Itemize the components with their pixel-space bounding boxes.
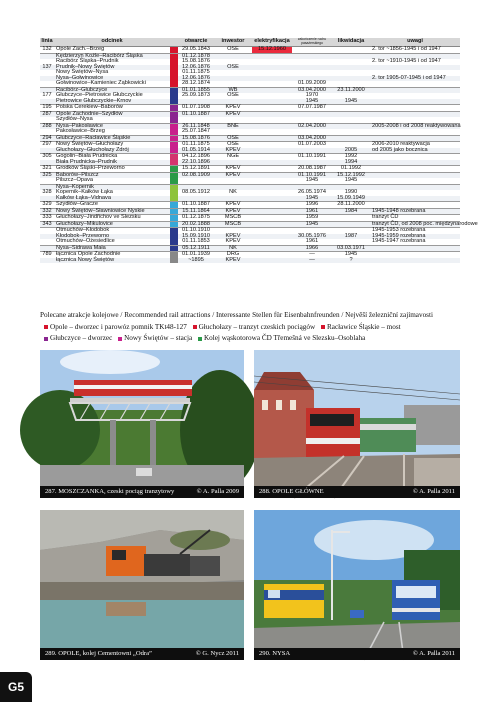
cell-zakonczenie: 26.05.1974 bbox=[298, 189, 326, 195]
cell-likwidacja: 15.12.1992 bbox=[332, 172, 370, 178]
cell-otwarcie: 01.01.1939 bbox=[178, 252, 214, 258]
cell-otwarcie: 01.07.1908 bbox=[178, 105, 214, 112]
cell-likwidacja: 01.1992 bbox=[332, 166, 370, 173]
cell-inwestor: KPEV bbox=[214, 111, 252, 117]
cell-zakonczenie: 02.04.2000 bbox=[292, 123, 332, 129]
cell-otwarcie: 05.12.1911 bbox=[178, 245, 214, 252]
cell-uwagi: 1945-1959 rozebrana bbox=[370, 234, 460, 240]
photo-opole-glowne-caption bbox=[254, 486, 460, 498]
cell-likwidacja: 23.11.2000 bbox=[332, 87, 370, 93]
photo-moszczanka bbox=[40, 350, 244, 498]
cell-zakonczenie: 1959 bbox=[292, 215, 332, 222]
cell-uwagi: 2006-2010 reaktywacja bbox=[370, 142, 460, 148]
header-elektryfikacja: elektryfikacja bbox=[252, 38, 292, 47]
cell-inwestor: KPEV bbox=[214, 234, 252, 240]
legend-dot-icon bbox=[193, 325, 197, 329]
cell-odcinek: Głuchołazy–Jindřichov ve Slezsku bbox=[54, 215, 170, 222]
cell-odcinek: Gołwinowice–Kamieniec Ząbkowicki bbox=[56, 80, 146, 86]
cell-inwestor: WB bbox=[214, 87, 252, 93]
cell-nr: 132 bbox=[40, 47, 54, 54]
cell-likwidacja: 15.09.1949 bbox=[332, 196, 370, 202]
legend-item bbox=[40, 323, 187, 331]
legend-label: Głuchołazy – tranzyt czeskich pociągów bbox=[198, 322, 316, 331]
cell-nr: 297 bbox=[40, 142, 54, 148]
cell-zakonczenie: 01.10.1991 bbox=[292, 172, 332, 178]
cell-otwarcie: 01.10.1887 bbox=[178, 111, 214, 117]
cell-odcinek: Szydłów–Nysa bbox=[56, 116, 93, 122]
cell-likwidacja: 1987 bbox=[332, 234, 370, 240]
cell-uwagi: od 2005 jako bocznica bbox=[370, 148, 460, 154]
attractions-title: Polecane atrakcje kolejowe / Recommended rail attractions / Interessante Stellen für Eisenbahnfreunden / Nejvěší železniční zajímavosti bbox=[40, 311, 433, 319]
cell-inwestor: KPEV bbox=[214, 148, 252, 154]
header-zakonczenie: zakończenie ruchu pasażerskiego bbox=[292, 38, 332, 47]
cell-odcinek: Szydłów–Gracze bbox=[54, 202, 170, 209]
legend-item bbox=[189, 323, 316, 331]
cell-otwarcie: 26.11.1848 bbox=[178, 123, 214, 129]
cell-zakonczenie: 1945 bbox=[292, 99, 332, 105]
cell-odcinek: Nowy Świętów–Nysa bbox=[56, 69, 109, 75]
cell-nr: 343 bbox=[40, 221, 54, 228]
cell-likwidacja: 1945 bbox=[332, 99, 370, 105]
cell-odcinek: Grodków Śląski–Przeworno bbox=[54, 166, 170, 173]
cell-odcinek: Głubczyce–Pietrowice Głubczyckie bbox=[56, 92, 143, 98]
cell-odcinek: Głubczyce–Racławice Śląskie bbox=[54, 135, 170, 142]
photo-opole-glowne bbox=[254, 350, 460, 498]
cell-nr: 177 bbox=[42, 92, 52, 98]
cell-otwarcie: 15.12.1891 bbox=[178, 166, 214, 173]
cell-likwidacja: 1992 bbox=[332, 154, 370, 160]
photo-cementownia-odra-label: 289. OPOLE, kolej Cementowni „Odra” bbox=[45, 650, 152, 657]
cell-inwestor: KPEV bbox=[214, 258, 252, 264]
cell-odcinek: Polska Cerekiew–Baborów bbox=[54, 105, 170, 112]
cell-odcinek: Kędzierzyn Koźle–Racibórz Śląska bbox=[54, 53, 170, 59]
cell-zakonczenie: — bbox=[292, 258, 332, 264]
cell-nr: 195 bbox=[40, 105, 54, 112]
cell-otwarcie: 15.08.1876 bbox=[182, 58, 210, 64]
cell-zakonczenie: 1945 bbox=[292, 221, 332, 228]
cell-inwestor: KPEV bbox=[214, 105, 252, 112]
cell-odcinek: łącznica Nowy Świętów bbox=[54, 258, 170, 264]
legend-label: Kolej wąskotorowa ČD Třemešná ve Slezsku–Osoblaha bbox=[203, 334, 366, 343]
cell-zakonczenie: 01.09.2009 bbox=[298, 80, 326, 86]
cell-uwagi: 1945-1948 rozebrana bbox=[370, 208, 460, 215]
cell-zakonczenie: — bbox=[292, 252, 332, 258]
cell-otwarcie: 04.12.1896 bbox=[178, 154, 214, 160]
cell-otwarcie: 15.08.1876 bbox=[178, 135, 214, 142]
cell-likwidacja: 1984 bbox=[332, 208, 370, 215]
cell-nr: 321 bbox=[40, 166, 54, 173]
cell-otwarcie: 25.07.1847 bbox=[182, 128, 210, 134]
photo-opole-glowne-credit: © A. Palla 2011 bbox=[412, 488, 455, 495]
cell-uwagi: 2005-2008 i od 2008 reaktywowana bbox=[372, 122, 461, 129]
header-otwarcie: otwarcie bbox=[178, 38, 214, 47]
cell-likwidacja: 28.11.2000 bbox=[332, 202, 370, 209]
cell-inwestor: OSE bbox=[214, 142, 252, 148]
cell-uwagi: tranzyt ČD, od 2008 poc. międzynarodowe bbox=[372, 220, 478, 227]
cell-inwestor: MSCB bbox=[214, 221, 252, 228]
cell-odcinek: Pilszcz–Opava bbox=[56, 177, 93, 183]
cell-inwestor: DRG bbox=[214, 252, 252, 258]
cell-nr: 789 bbox=[40, 252, 54, 258]
cell-zakonczenie: 20.08.1987 bbox=[292, 166, 332, 173]
cell-likwidacja: ? bbox=[332, 258, 370, 264]
cell-zakonczenie: 1961 bbox=[292, 208, 332, 215]
photo-opole-glowne-image bbox=[254, 350, 460, 498]
cell-inwestor: OSE bbox=[214, 47, 252, 54]
cell-inwestor: NK bbox=[229, 189, 237, 195]
cell-odcinek: Biała Prudnicka–Prudnik bbox=[54, 160, 170, 166]
cell-nr: 137 bbox=[40, 65, 54, 71]
cell-uwagi bbox=[370, 258, 460, 264]
cell-odcinek: Gogolin–Biała Prudnicka bbox=[54, 154, 170, 160]
cell-likwidacja: 1994 bbox=[332, 160, 370, 166]
cell-otwarcie: 12.06.1876 bbox=[178, 65, 214, 71]
photo-nysa-label: 290. NYSA bbox=[259, 650, 291, 657]
cell-uwagi: 1945-1947 rozebrana bbox=[372, 238, 426, 244]
cell-odcinek: Opole Zach.–Brzeg bbox=[54, 47, 170, 54]
cell-inwestor: NGE bbox=[214, 154, 252, 160]
cell-odcinek: Kłodobok–Przeworno bbox=[54, 234, 170, 240]
photo-moszczanka-caption bbox=[40, 486, 244, 498]
cell-inwestor: KPEV bbox=[225, 238, 241, 244]
cell-otwarcie: 12.06.1876 bbox=[178, 76, 214, 82]
legend-item bbox=[194, 334, 365, 342]
cell-odcinek: Prudnik–Nowy Świętów bbox=[54, 65, 170, 71]
cell-uwagi: 2. tor ~1910-1945 i od 1947 bbox=[372, 58, 441, 64]
cell-odcinek: Nysa–Sidrawa Mała bbox=[54, 245, 170, 252]
photo-nysa-caption bbox=[254, 648, 460, 660]
attractions-legend bbox=[40, 322, 462, 345]
cell-uwagi: tranzyt ČD bbox=[370, 215, 460, 222]
legend-label: Racławice Śląskie – most bbox=[326, 322, 401, 331]
cell-inwestor: KPEV bbox=[214, 166, 252, 173]
photo-cementownia-odra-caption bbox=[40, 648, 244, 660]
cell-nr: 332 bbox=[40, 208, 54, 215]
cell-odcinek: Racibórz Śląska–Prudnik bbox=[56, 58, 119, 64]
table-row bbox=[40, 258, 460, 264]
cell-odcinek: Nysa–Gołwinowice bbox=[54, 76, 170, 82]
cell-inwestor: KPEV bbox=[214, 202, 252, 209]
cell-nr: 294 bbox=[40, 135, 54, 142]
legend-dot-icon bbox=[198, 337, 202, 341]
cell-otwarcie: 01.01.1855 bbox=[178, 87, 214, 93]
legend-dot-icon bbox=[118, 337, 122, 341]
cell-otwarcie: 08.05.1912 bbox=[182, 189, 210, 195]
cell-zakonczenie: 1970 bbox=[305, 92, 319, 98]
cell-odcinek: Nowy Świętów–Głuchołazy bbox=[54, 142, 170, 148]
legend-dot-icon bbox=[44, 325, 48, 329]
cell-inwestor: BNE bbox=[214, 123, 252, 129]
cell-inwestor: OSE bbox=[214, 65, 252, 71]
cell-otwarcie: 28.12.1874 bbox=[182, 80, 210, 86]
cell-likwidacja: 03.03.1971 bbox=[332, 245, 370, 252]
cell-otwarcie: 02.08.1909 bbox=[178, 172, 214, 178]
cell-uwagi: 1945-1953 rozebrana bbox=[370, 228, 460, 234]
cell-inwestor: KPEV bbox=[214, 208, 252, 215]
page-number-badge: G5 bbox=[0, 672, 32, 702]
cell-inwestor: OSE bbox=[214, 135, 252, 142]
cell-uwagi: 2. tor 1905-07-1945 i od 1947 bbox=[370, 76, 460, 82]
photo-nysa-image bbox=[254, 510, 460, 660]
cell-otwarcie: ~1895 bbox=[178, 258, 214, 264]
cell-odcinek: Kałków Łąka–Vidnava bbox=[54, 196, 170, 202]
cell-nr: 328 bbox=[42, 189, 52, 195]
cell-likwidacja: 1945 bbox=[344, 177, 358, 183]
railway-lines-table-container bbox=[40, 37, 478, 263]
cell-odcinek: Opole Zachodnie–Szydłów bbox=[54, 111, 170, 117]
cell-likwidacja: 2005 bbox=[332, 148, 370, 154]
cell-otwarcie: 29.05.1843 bbox=[178, 47, 214, 54]
cell-odcinek: Głuchołazy–Głuchołazy Zdrój bbox=[54, 148, 170, 154]
cell-odcinek: Kopernik–Kałków Łąka bbox=[56, 189, 113, 195]
cell-zakonczenie: 01.10.1991 bbox=[292, 154, 332, 160]
cell-zakonczenie: 1961 bbox=[305, 238, 319, 244]
legend-label: Opole – dworzec i parowóz pomnik TKt48-127 bbox=[50, 322, 187, 331]
legend-dot-icon bbox=[321, 325, 325, 329]
cell-likwidacja: 1945 bbox=[332, 252, 370, 258]
cell-inwestor: MSCB bbox=[214, 215, 252, 222]
header-linia: linia bbox=[40, 38, 54, 47]
cell-odcinek: Otmuchów–Ożesiedlice bbox=[56, 238, 115, 244]
cell-otwarcie: 25.09.1873 bbox=[182, 92, 210, 98]
legend-label: Nowy Świętów – stacja bbox=[124, 334, 193, 343]
cell-zakonczenie: 1996 bbox=[292, 202, 332, 209]
cell-inwestor: KPEV bbox=[214, 172, 252, 178]
legend-dot-icon bbox=[44, 337, 48, 341]
cell-otwarcie: 01.12.1878 bbox=[178, 53, 214, 59]
cell-uwagi: 2. tor ~1856-1945 i od 1947 bbox=[370, 47, 460, 54]
cell-otwarcie: 01.05.1914 bbox=[178, 148, 214, 154]
photo-moszczanka-label: 287. MOSZCZANKA, czeski pociąg tranzytowy bbox=[45, 488, 175, 495]
header-inwestor: inwestor bbox=[214, 38, 252, 47]
cell-zakonczenie: 1945 bbox=[292, 196, 332, 202]
legend-item bbox=[317, 323, 401, 331]
cell-odcinek: Baborów–Pilszcz bbox=[54, 172, 170, 178]
cell-nr: 333 bbox=[40, 215, 54, 222]
cell-inwestor: OSE bbox=[227, 92, 239, 98]
cell-otwarcie: 20.02.1888 bbox=[178, 221, 214, 228]
photo-cementownia-odra-image bbox=[40, 510, 244, 660]
attractions-caption bbox=[40, 310, 462, 345]
cell-otwarcie: 01.12.1875 bbox=[178, 215, 214, 222]
cell-otwarcie: 01.11.1853 bbox=[182, 238, 210, 244]
header-odcinek: odcinek bbox=[54, 38, 170, 47]
cell-nr: 287 bbox=[40, 111, 54, 117]
legend-item bbox=[114, 334, 192, 342]
header-uwagi: uwagi bbox=[370, 38, 460, 47]
cell-odcinek: Głuchołazy–Mikulovice bbox=[54, 221, 170, 228]
cell-nr: 288 bbox=[40, 123, 54, 129]
cell-otwarcie: 22.10.1896 bbox=[178, 160, 214, 166]
cell-zakonczenie: 07.07.1987 bbox=[292, 105, 332, 112]
header-likwidacja: likwidacja bbox=[332, 38, 370, 47]
cell-inwestor: NK bbox=[214, 245, 252, 252]
cell-zakonczenie: 30.05.1976 bbox=[292, 234, 332, 240]
cell-zakonczenie: 01.07.2003 bbox=[292, 142, 332, 148]
cell-zakonczenie: 1966 bbox=[292, 245, 332, 252]
cell-odcinek: Racibórz–Głubczyce bbox=[54, 87, 170, 93]
cell-nr: 329 bbox=[40, 202, 54, 209]
cell-zakonczenie: 03.04.2000 bbox=[292, 87, 332, 93]
table-body bbox=[40, 46, 478, 264]
cell-zakonczenie: 1945 bbox=[305, 177, 319, 183]
cell-zakonczenie: 03.04.2000 bbox=[292, 135, 332, 142]
cell-otwarcie: 15.09.1910 bbox=[178, 234, 214, 240]
cell-nr bbox=[40, 258, 54, 264]
cell-odcinek: łącznica Opole Zachodnie bbox=[54, 252, 170, 258]
legend-label: Głubczyce – dworzec bbox=[50, 334, 113, 343]
photo-cementownia-odra-credit: © G. Nycz 2011 bbox=[195, 650, 239, 657]
cell-otwarcie: 15.11.1864 bbox=[178, 208, 214, 215]
photo-moszczanka-credit: © A. Palla 2009 bbox=[196, 488, 239, 495]
photo-opole-glowne-label: 288. OPOLE GŁÓWNE bbox=[259, 488, 324, 495]
header-color bbox=[170, 38, 178, 47]
cell-odcinek: Otmuchów–Kłodobok bbox=[54, 228, 170, 234]
photo-moszczanka-image bbox=[40, 350, 244, 498]
cell-otwarcie: 01.10.1887 bbox=[178, 202, 214, 209]
cell-odcinek: Pakosławice–Brzeg bbox=[56, 128, 105, 134]
cell-elektryfikacja bbox=[252, 258, 292, 264]
cell-odcinek: Nysa–Kopernik bbox=[54, 184, 170, 190]
legend-item bbox=[40, 334, 112, 342]
cell-nr: 325 bbox=[40, 172, 54, 178]
cell-odcinek: Pietrowice Głubczyckie–Krnov bbox=[54, 99, 170, 105]
cell-odcinek: Nysa–Pakosławice bbox=[54, 123, 170, 129]
cell-otwarcie: 01.11.1875 bbox=[182, 69, 210, 75]
cell-likwidacja: 1990 bbox=[344, 189, 358, 195]
photo-nysa-credit: © A. Palla 2011 bbox=[412, 650, 455, 657]
cell-nr: 305 bbox=[40, 154, 54, 160]
photo-cementownia-odra bbox=[40, 510, 244, 660]
cell-odcinek: Nowy Świętów–Sławniowice Nyskie bbox=[54, 208, 170, 215]
cell-otwarcie: 01.11.1875 bbox=[178, 142, 214, 148]
cell-otwarcie: 01.10.1910 bbox=[178, 228, 214, 234]
railway-lines-table bbox=[40, 37, 478, 263]
photo-nysa bbox=[254, 510, 460, 660]
line-color-swatch bbox=[170, 258, 178, 264]
cell-elektryfikacja: 15.12.1960 bbox=[252, 47, 292, 54]
